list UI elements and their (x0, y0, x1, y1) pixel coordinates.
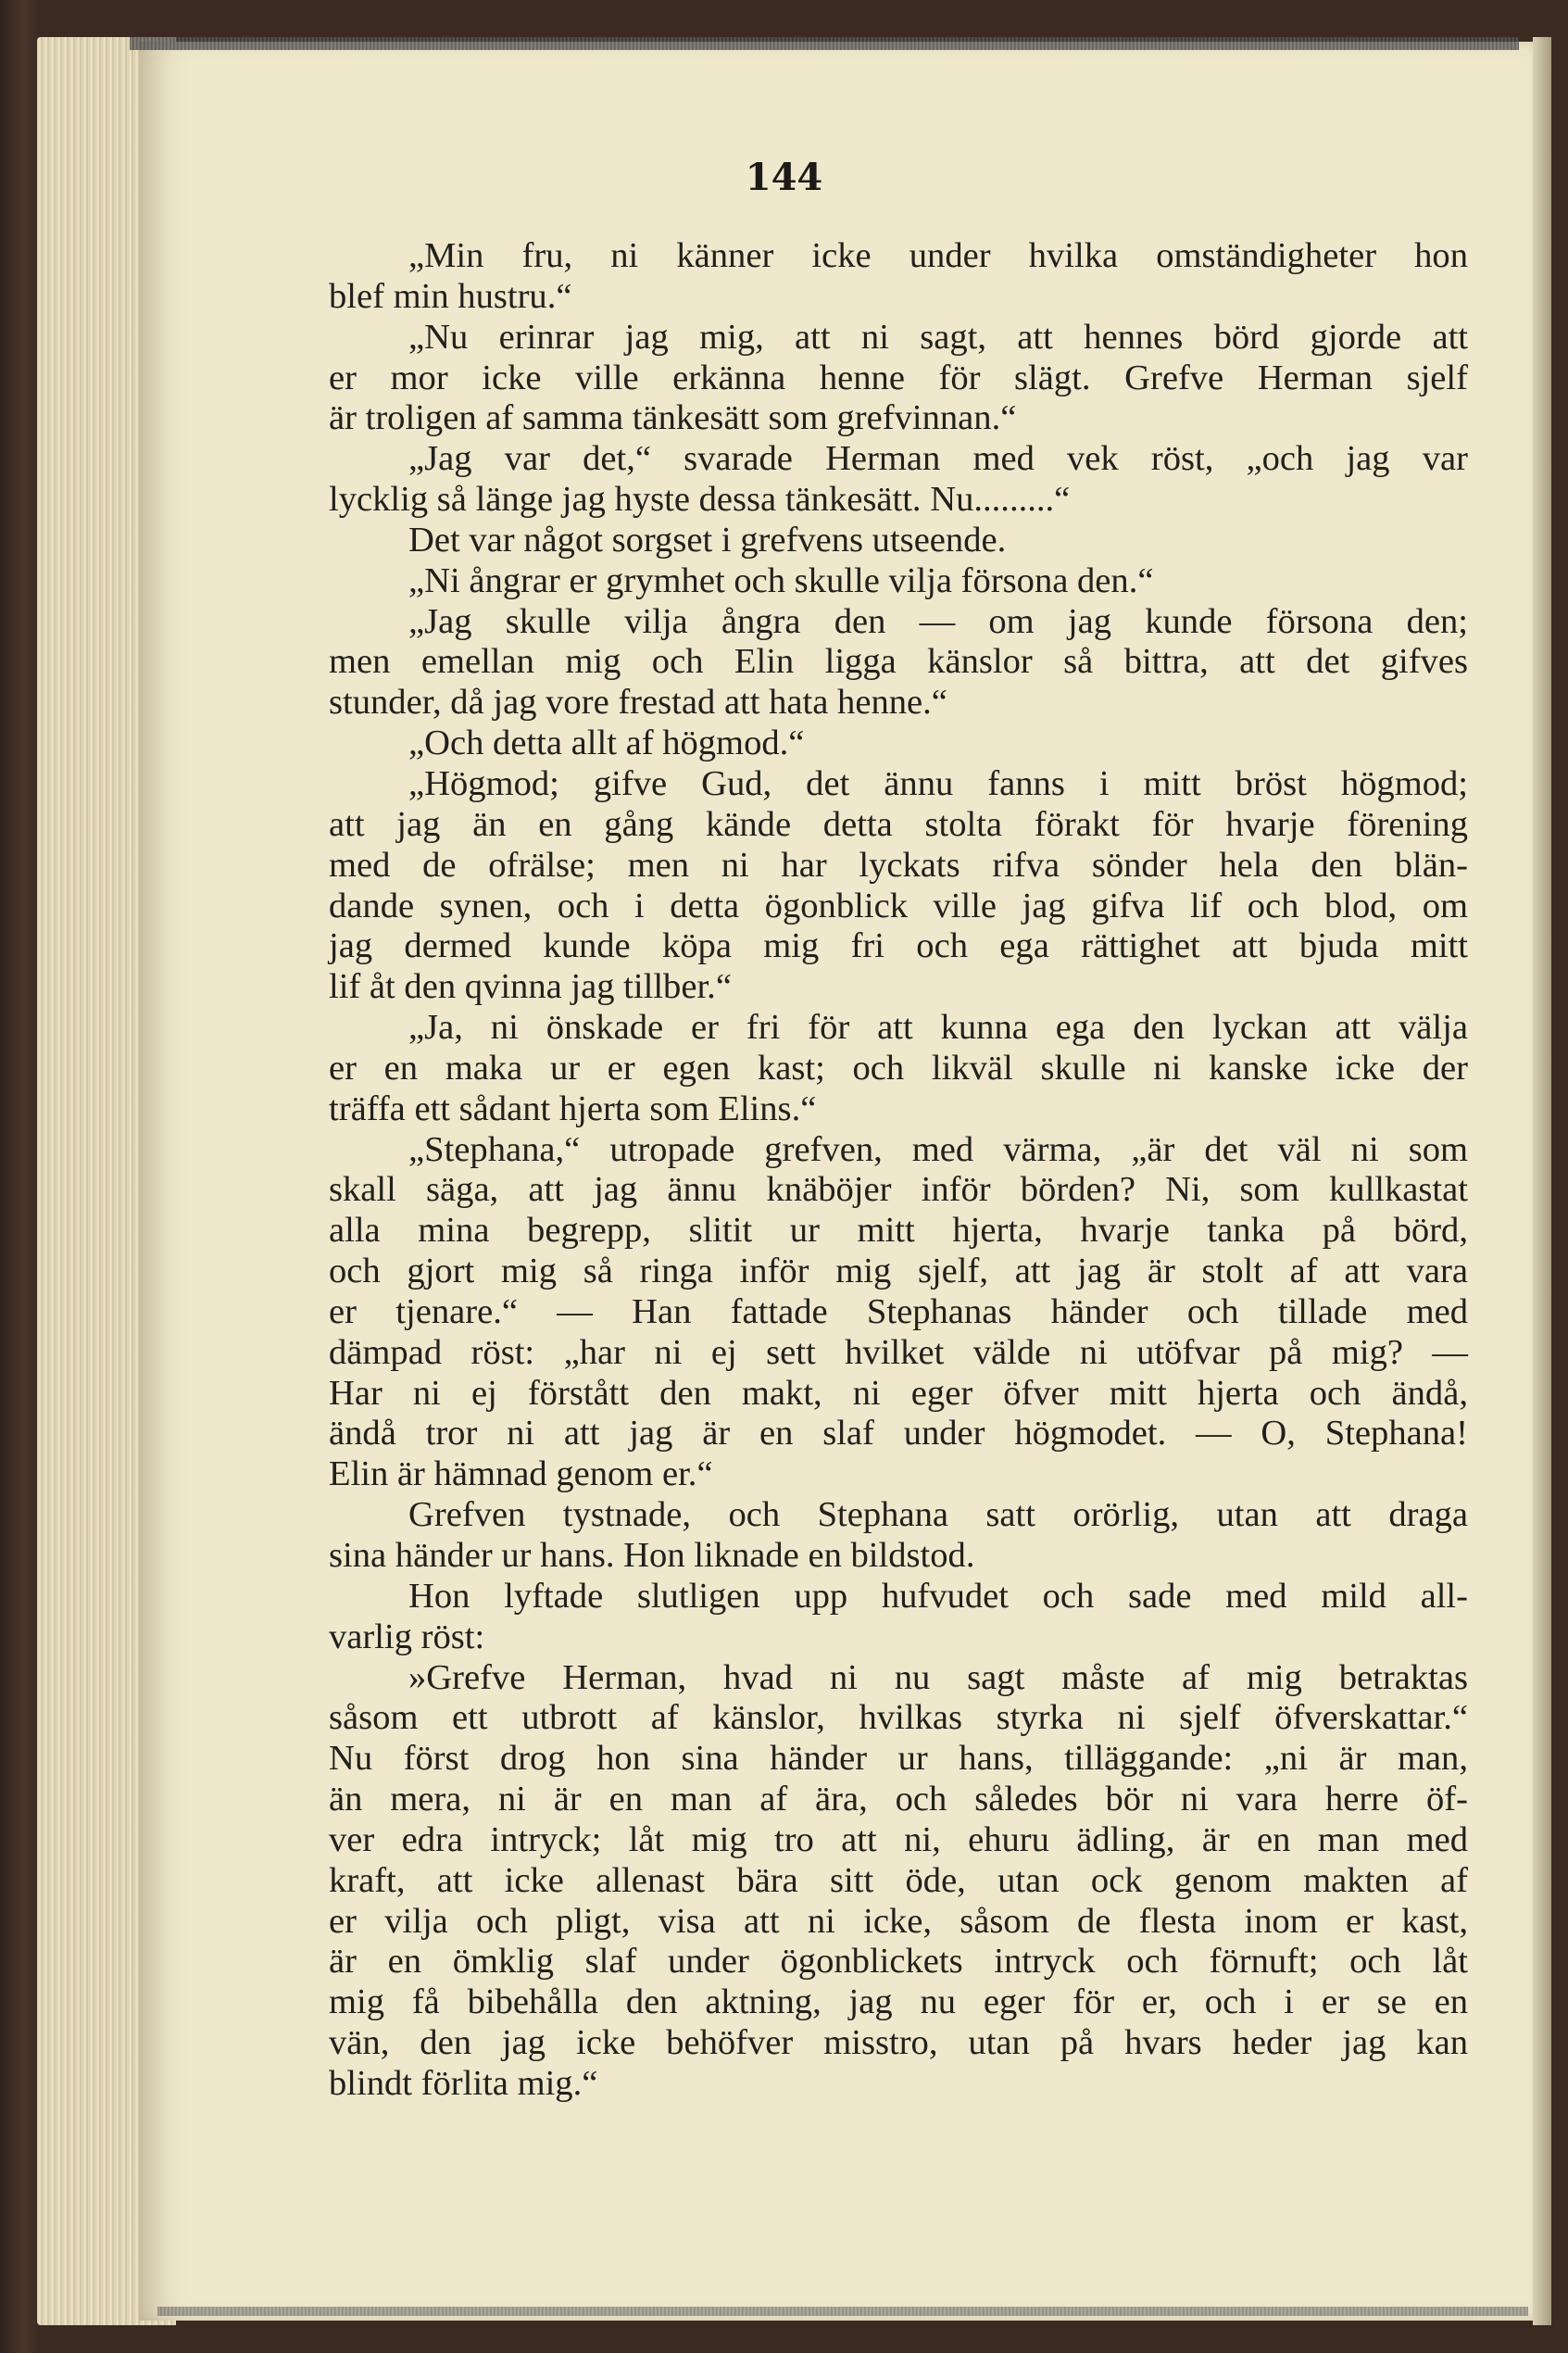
text-line: än mera, ni är en man af ära, och således bör ni vara herre öf- (329, 1780, 1468, 1819)
text-line: blindt förlita mig.“ (329, 2063, 598, 2103)
text-line: ver edra intryck; låt mig tro att ni, ehuru ädling, är en man med (329, 1819, 1468, 1859)
text-line: „Ni ångrar er grymhet och skulle vilja försona den.“ (408, 560, 1154, 600)
text-line: „Högmod; gifve Gud, det ännu fanns i mitt bröst högmod; (408, 763, 1468, 803)
text-line: mig få bibehålla den aktning, jag nu eger för er, och i er se en (329, 1982, 1468, 2022)
bottom-border-decoration (157, 2307, 1528, 2316)
right-page-edge (1533, 37, 1551, 2325)
text-line: träffa ett sådant hjerta som Elins.“ (329, 1088, 817, 1128)
text-line: jag dermed kunde köpa mig fri och ega rättighet att bjuda mitt (329, 926, 1468, 966)
text-line: är troligen af samma tänkesätt som grefvinnan.“ (329, 398, 1017, 438)
text-line: men emellan mig och Elin ligga känslor så bittra, att det gifves (329, 642, 1468, 682)
text-line: dämpad röst: „har ni ej sett hvilket välde ni utöfvar på mig? — (329, 1332, 1468, 1372)
text-line: skall säga, att jag ännu knäböjer inför börden? Ni, som kullkastat (329, 1170, 1468, 1210)
text-line: »Grefve Herman, hvad ni nu sagt måste af mig betraktas (408, 1657, 1468, 1697)
text-line: „Jag skulle vilja ångra den — om jag kunde försona den; (408, 601, 1468, 641)
text-line: Det var något sorgset i grefvens utseende. (408, 520, 1007, 560)
text-line: er mor icke ville erkänna henne för slägt. Grefve Herman sjelf (329, 358, 1468, 397)
text-line: såsom ett utbrott af känslor, hvilkas styrka ni sjelf öfverskattar.“ (329, 1698, 1468, 1738)
text-line: lif åt den qvinna jag tillber.“ (329, 967, 732, 1007)
text-line: „Och detta allt af högmod.“ (408, 724, 805, 763)
text-line: varlig röst: (329, 1617, 485, 1656)
text-line: er tjenare.“ — Han fattade Stephanas händer och tillade med (329, 1291, 1468, 1331)
text-line: Hon lyftade slutligen upp hufvudet och sade med mild all- (408, 1576, 1468, 1616)
text-line: sina händer ur hans. Hon liknade en bildstod. (329, 1536, 975, 1575)
text-line: alla mina begrepp, slitit ur mitt hjerta, hvarje tanka på börd, (329, 1211, 1468, 1251)
text-line: ändå tror ni att jag är en slaf under högmodet. — O, Stephana! (329, 1414, 1468, 1453)
text-line: och gjort mig så ringa inför mig sjelf, att jag är stolt af att vara (329, 1252, 1468, 1291)
text-line: „Stephana,“ utropade grefven, med värma, „är det väl ni som (408, 1129, 1468, 1169)
text-line: er vilja och pligt, visa att ni icke, såsom de flesta inom er kast, (329, 1901, 1468, 1941)
text-line: blef min hustru.“ (329, 276, 572, 316)
text-line: Har ni ej förstått den makt, ni eger öfver mitt hjerta och ändå, (329, 1373, 1468, 1413)
text-line: kraft, att icke allenast bära sitt öde, utan ock genom makten af (329, 1860, 1468, 1900)
text-line: dande synen, och i detta ögonblick ville jag gifva lif och blod, om (329, 886, 1468, 925)
text-line: „Ja, ni önskade er fri för att kunna ega den lyckan att välja (408, 1008, 1468, 1048)
text-line: „Jag var det,“ svarade Herman med vek röst, „och jag var (408, 439, 1468, 479)
text-line: stunder, då jag vore frestad att hata henne.“ (329, 683, 947, 723)
body-text (329, 236, 1468, 2105)
text-line: med de ofrälse; men ni har lyckats rifva sönder hela den blän- (329, 845, 1468, 885)
text-line: Grefven tystnade, och Stephana satt orörlig, utan att draga (408, 1495, 1468, 1535)
text-line: „Nu erinrar jag mig, att ni sagt, att hennes börd gjorde att (408, 317, 1468, 357)
text-line: att jag än en gång kände detta stolta förakt för hvarje förening (329, 804, 1468, 844)
text-line: Nu först drog hon sina händer ur hans, tilläggande: „ni är man, (329, 1739, 1468, 1779)
text-line: Elin är hämnad genom er.“ (329, 1454, 713, 1494)
page-number: 144 (745, 156, 823, 199)
text-line: lycklig så länge jag hyste dessa tänkesätt. Nu.........“ (329, 480, 1071, 520)
text-line: er en maka ur er egen kast; och likväl skulle ni kanske icke der (329, 1048, 1468, 1088)
text-line: är en ömklig slaf under ögonblickets intryck och förnuft; och låt (329, 1942, 1468, 1982)
text-line: vän, den jag icke behöfver misstro, utan på hvars heder jag kan (329, 2023, 1468, 2063)
text-line: „Min fru, ni känner icke under hvilka omständigheter hon (408, 236, 1468, 275)
top-border-decoration (130, 37, 1519, 50)
